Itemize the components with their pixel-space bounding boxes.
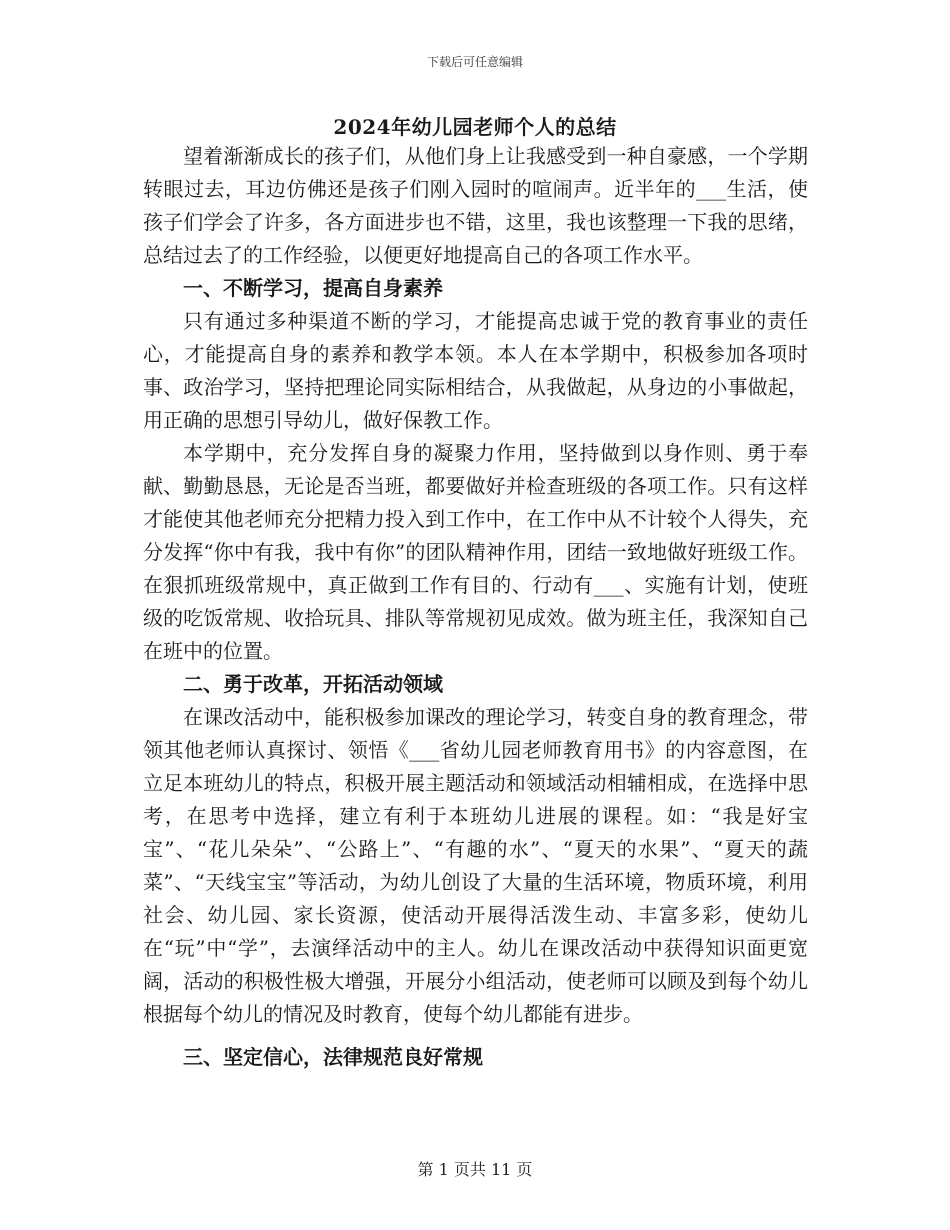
section-3-heading: 三、坚定信心，法律规范良好常规 [183, 1045, 483, 1069]
section-2-paragraph-1: 在课改活动中，能积极参加课改的理论学习，转变自身的教育理念，带领其他老师认真探讨、领悟《___省幼儿园老师教育用书》的内容意图，在立足本班幼儿的特点，积极开展主题活动和领域活动相辅相成，在选择中思考，在思考中选择，建立有利于本班幼儿进展的课程。如：“我是好宝宝”、“花儿朵朵”、“公路上”、“有趣的水”、“夏天的水果”、“夏天的蔬菜”、“天线宝宝”等活动，为幼儿创设了大量的生活环境，物质环境，利用社会、幼儿园、家长资源，使活动开展得活泼生动、丰富多彩，使幼儿在“玩”中“学”，去演绎活动中的主人。幼儿在课改活动中获得知识面更宽阔，活动的积极性极大增强，开展分小组活动，使老师可以顾及到每个幼儿根据每个幼儿的情况及时教育，使每个幼儿都能有进步。 [143, 705, 808, 1026]
section-1-heading: 一、不断学习，提高自身素养 [183, 276, 443, 300]
page-number-footer: 第 1 页共 11 页 [417, 1160, 533, 1179]
section-2-heading: 二、勇于改革，开拓活动领域 [183, 672, 443, 696]
page-header-note: 下载后可任意编辑 [426, 55, 523, 69]
section-1-paragraph-1: 只有通过多种渠道不断的学习，才能提高忠诚于党的教育事业的责任心，才能提高自身的素养和教学本领。本人在本学期中，积极参加各项时事、政治学习，坚持把理论同实际相结合，从我做起，从身边的小事做起，用正确的思想引导幼儿，做好保教工作。 [143, 309, 808, 432]
intro-paragraph: 望着渐渐成长的孩子们，从他们身上让我感受到一种自豪感，一个学期转眼过去，耳边仿佛还是孩子们刚入园时的喧闹声。近半年的___生活，使孩子们学会了许多，各方面进步也不错，这里，我也该整理一下我的思绪，总结过去了的工作经验，以便更好地提高自己的各项工作水平。 [143, 144, 808, 267]
section-1-paragraph-2: 本学期中，充分发挥自身的凝聚力作用，坚持做到以身作则、勇于奉献、勤勤恳恳，无论是否当班，都要做好并检查班级的各项工作。只有这样才能使其他老师充分把精力投入到工作中，在工作中从不计较个人得失，充分发挥“你中有我，我中有你”的团队精神作用，团结一致地做好班级工作。在狠抓班级常规中，真正做到工作有目的、行动有___、实施有计划，使班级的吃饭常规、收拾玩具、排队等常规初见成效。做为班主任，我深知自己在班中的位置。 [143, 441, 808, 663]
document-body [143, 140, 808, 1074]
document-title: 2024年幼儿园老师个人的总结 [333, 115, 617, 139]
